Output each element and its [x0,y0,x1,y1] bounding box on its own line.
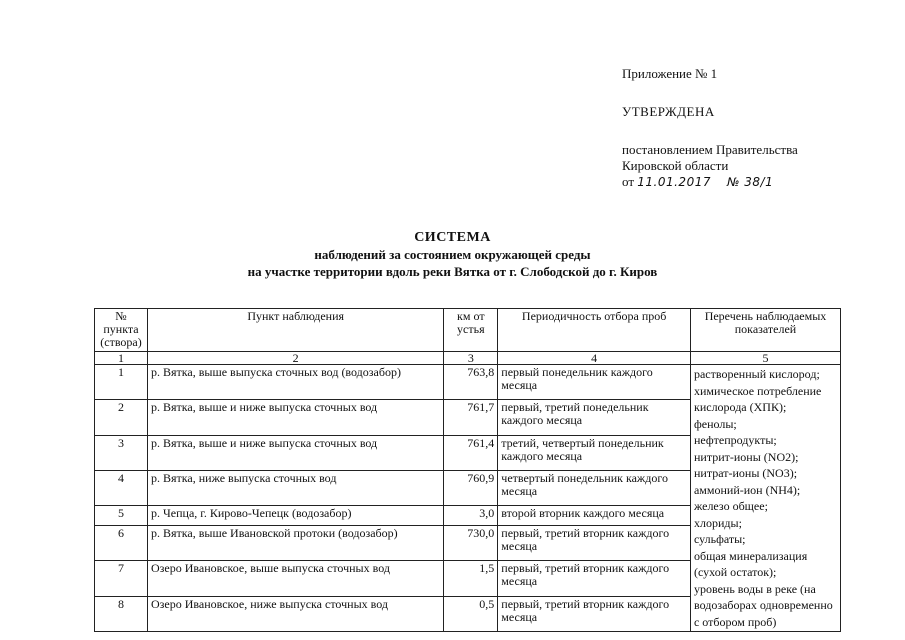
row-number: 2 [95,400,148,435]
handwritten-number: № 38/1 [726,175,774,189]
parameter-item: нитрит-ионы (NO2); [693,449,799,464]
header-point: Пункт наблюдения [147,309,443,352]
decree-line-1: постановлением Правительства [622,142,798,157]
parameter-item: водозаборах одновременно [693,598,833,612]
row-point: р. Вятка, выше и ниже выпуска сточных вод [147,400,443,435]
row-number: 6 [95,525,148,560]
parameter-item: аммоний-ион (NH4); [693,482,801,497]
column-number-row [95,352,841,365]
parameter-item: растворенный кислород; [693,367,820,381]
column-number: 3 [444,352,498,365]
title-line-2: наблюдений за состоянием окружающей среды [314,247,591,262]
document-title [0,229,905,280]
parameters-cell [690,365,840,632]
row-point: р. Вятка, выше и ниже выпуска сточных вод [147,435,443,470]
approved-label: УТВЕРЖДЕНА [622,104,715,119]
row-point: Озеро Ивановское, ниже выпуска сточных вод [147,596,443,631]
header-period: Периодичность отбора проб [498,309,691,352]
row-km: 761,7 [444,400,498,435]
row-km: 763,8 [444,365,498,400]
row-period: четвертый понедельник каждого месяца [498,471,691,506]
row-number: 1 [95,365,148,400]
row-point: р. Вятка, выше выпуска сточных вод (водозабор) [147,365,443,400]
row-point: р. Вятка, выше Ивановской протоки (водозабор) [147,525,443,560]
row-period: первый, третий вторник каждого месяца [498,596,691,631]
row-period: первый, третий понедельник каждого месяца [498,400,691,435]
parameter-item: сульфаты; [693,532,746,546]
column-number: 5 [690,352,840,365]
column-number: 2 [147,352,443,365]
row-number: 8 [95,596,148,631]
row-km: 1,5 [444,561,498,596]
row-point: р. Вятка, ниже выпуска сточных вод [147,471,443,506]
row-km: 761,4 [444,435,498,470]
parameter-item: уровень воды в реке (на [693,581,816,596]
observation-table [94,308,841,632]
parameter-item: нитрат-ионы (NO3); [693,466,798,480]
date-prefix: от [622,174,635,189]
decree-date-line [622,174,798,190]
title-main: СИСТЕМА [414,230,491,245]
parameter-item: нефтепродукты; [693,433,777,447]
parameter-item: железо общее; [693,499,768,513]
row-km: 730,0 [444,525,498,560]
header-number: № пункта (створа) [95,309,148,352]
column-number: 4 [498,352,691,365]
parameter-item: общая минерализация [693,548,808,563]
row-period: первый понедельник каждого месяца [498,365,691,400]
row-number: 3 [95,435,148,470]
row-km: 760,9 [444,471,498,506]
header-parameters: Перечень наблюдаемых показателей [690,309,840,352]
column-number: 1 [95,352,148,365]
title-line-3: на участке территории вдоль реки Вятка от г. Слободской до г. Киров [247,264,658,279]
parameter-item: (сухой остаток); [693,565,777,579]
parameter-item: кислорода (ХПК); [693,400,787,414]
row-period: первый, третий вторник каждого месяца [498,561,691,596]
row-km: 3,0 [444,506,498,526]
parameter-item: фенолы; [693,416,737,431]
row-period: первый, третий вторник каждого месяца [498,525,691,560]
header-km: км от устья [444,309,498,352]
row-number: 5 [95,506,148,526]
handwritten-date: 11.01.2017 [637,175,711,189]
parameter-item: хлориды; [693,515,742,530]
approval-block [622,66,798,190]
row-km: 0,5 [444,596,498,631]
decree-line-2: Кировской области [622,158,729,173]
row-point: Озеро Ивановское, выше выпуска сточных вод [147,561,443,596]
row-number: 7 [95,561,148,596]
parameter-item: химическое потребление [693,383,822,398]
table-row [95,365,841,400]
row-number: 4 [95,471,148,506]
table-header-row [95,309,841,352]
row-period: третий, четвертый понедельник каждого месяца [498,435,691,470]
row-period: второй вторник каждого месяца [498,506,691,526]
appendix-label: Приложение № 1 [622,66,718,81]
row-point: р. Чепца, г. Кирово-Чепецк (водозабор) [147,506,443,526]
parameter-item: с отбором проб) [693,614,777,629]
